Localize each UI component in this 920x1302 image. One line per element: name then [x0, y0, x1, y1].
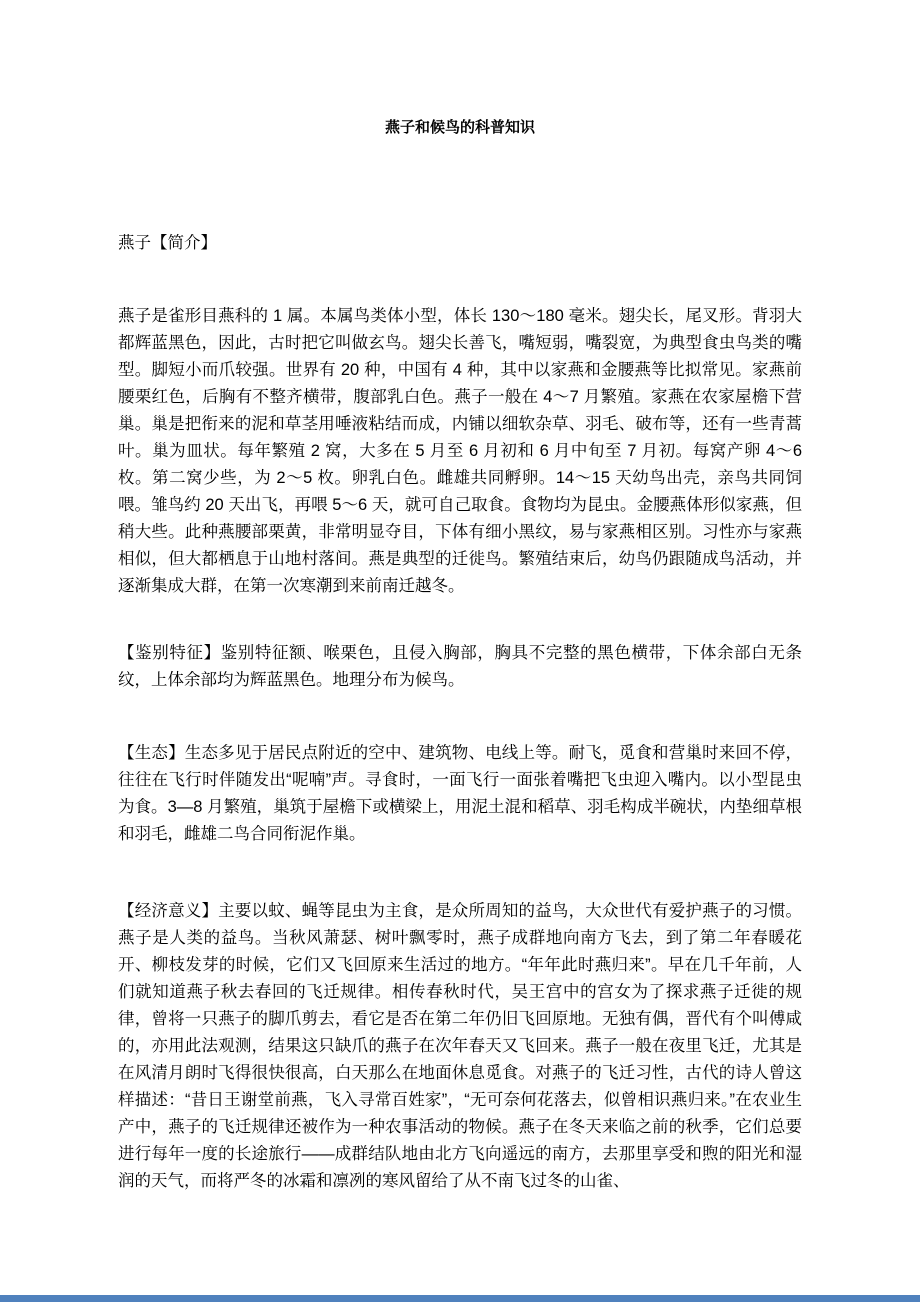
intro-section-heading: 燕子【简介】: [118, 234, 217, 252]
economic-paragraph: 【经济意义】主要以蚊、蝇等昆虫为主食，是众所周知的益鸟，大众世代有爱护燕子的习惯。燕子是人类的益鸟。当秋风萧瑟、树叶飘零时，燕子成群地向南方飞去，到了第二年春暖花开、柳枝发芽的时候，它们又飞回原来生活过的地方。“年年此时燕归来”。早在几千年前，人们就知道燕子秋去春回的飞迁规律。相传春秋时代，吴王宫中的宫女为了探求燕子迁徙的规律，曾将一只燕子的脚爪剪去，看它是否在第二年仍旧飞回原地。无独有偶，晋代有个叫傅咸的，亦用此法观测，结果这只缺爪的燕子在次年春天又飞回来。燕子一般在夜里飞迁，尤其是在风清月朗时飞得很快很高，白天那么在地面休息觅食。对燕子的飞迁习性，古代的诗人曾这样描述：“昔日王谢堂前燕，飞入寻常百姓家”，“无可奈何花落去，似曾相识燕归来。”在农业生产中，燕子的飞迁规律还被作为一种农事活动的物候。燕子在冬天来临之前的秋季，它们总要进行每年一度的长途旅行——成群结队地由北方飞向遥远的南方，去那里享受和煦的阳光和湿润的天气，而将严冬的冰霜和凛冽的寒风留给了从不南飞过冬的山雀、: [118, 902, 802, 1190]
document-title: 燕子和候鸟的科普知识: [384, 119, 535, 136]
intro-paragraph: 燕子是雀形目燕科的 1 属。本属鸟类体小型，体长 130～180 毫米。翅尖长，尾叉形。背羽大都辉蓝黑色，因此，古时把它叫做玄鸟。翅尖长善飞，嘴短弱，嘴裂宽，为典型食虫鸟类的嘴型。脚短小而爪较强。世界有 20 种，中国有 4 种，其中以家燕和金腰燕等比拟常见。家燕前腰栗红色，后胸有不整齐横带，腹部乳白色。燕子一般在 4～7 月繁殖。家燕在农家屋檐下营巢。巢是把衔来的泥和草茎用唾液粘结而成，内铺以细软杂草、羽毛、破布等，还有一些青蒿叶。巢为皿状。每年繁殖 2 窝，大多在 5 月至 6 月初和 6 月中旬至 7 月初。每窝产卵 4～6 枚。第二窝少些，为 2～5 枚。卵乳白色。雌雄共同孵卵。14～15 天幼鸟出壳，亲鸟共同饲喂。雏鸟约 20 天出飞，再喂 5～6 天，就可自己取食。食物均为昆虫。金腰燕体形似家燕，但稍大些。此种燕腰部栗黄，非常明显夺目，下体有细小黑纹，易与家燕相区别。习性亦与家燕相似，但大都栖息于山地村落间。燕是典型的迁徙鸟。繁殖结束后，幼鸟仍跟随成鸟活动，并逐渐集成大群，在第一次寒潮到来前南迁越冬。: [118, 307, 802, 595]
ecology-paragraph: 【生态】生态多见于居民点附近的空中、建筑物、电线上等。耐飞，觅食和营巢时来回不停，往往在飞行时伴随发出“呢喃”声。寻食时，一面飞行一面张着嘴把飞虫迎入嘴内。以小型昆虫为食。3—8 月繁殖，巢筑于屋檐下或横梁上，用泥土混和稻草、羽毛构成半碗状，内垫细草根和羽毛，雌雄二鸟合同衔泥作巢。: [118, 744, 802, 843]
identification-paragraph: 【鉴别特征】鉴别特征额、喉栗色，且侵入胸部，胸具不完整的黑色横带，下体余部白无条纹，上体余部均为辉蓝黑色。地理分布为候鸟。: [118, 644, 802, 689]
bottom-edge-bar: [0, 1295, 920, 1302]
